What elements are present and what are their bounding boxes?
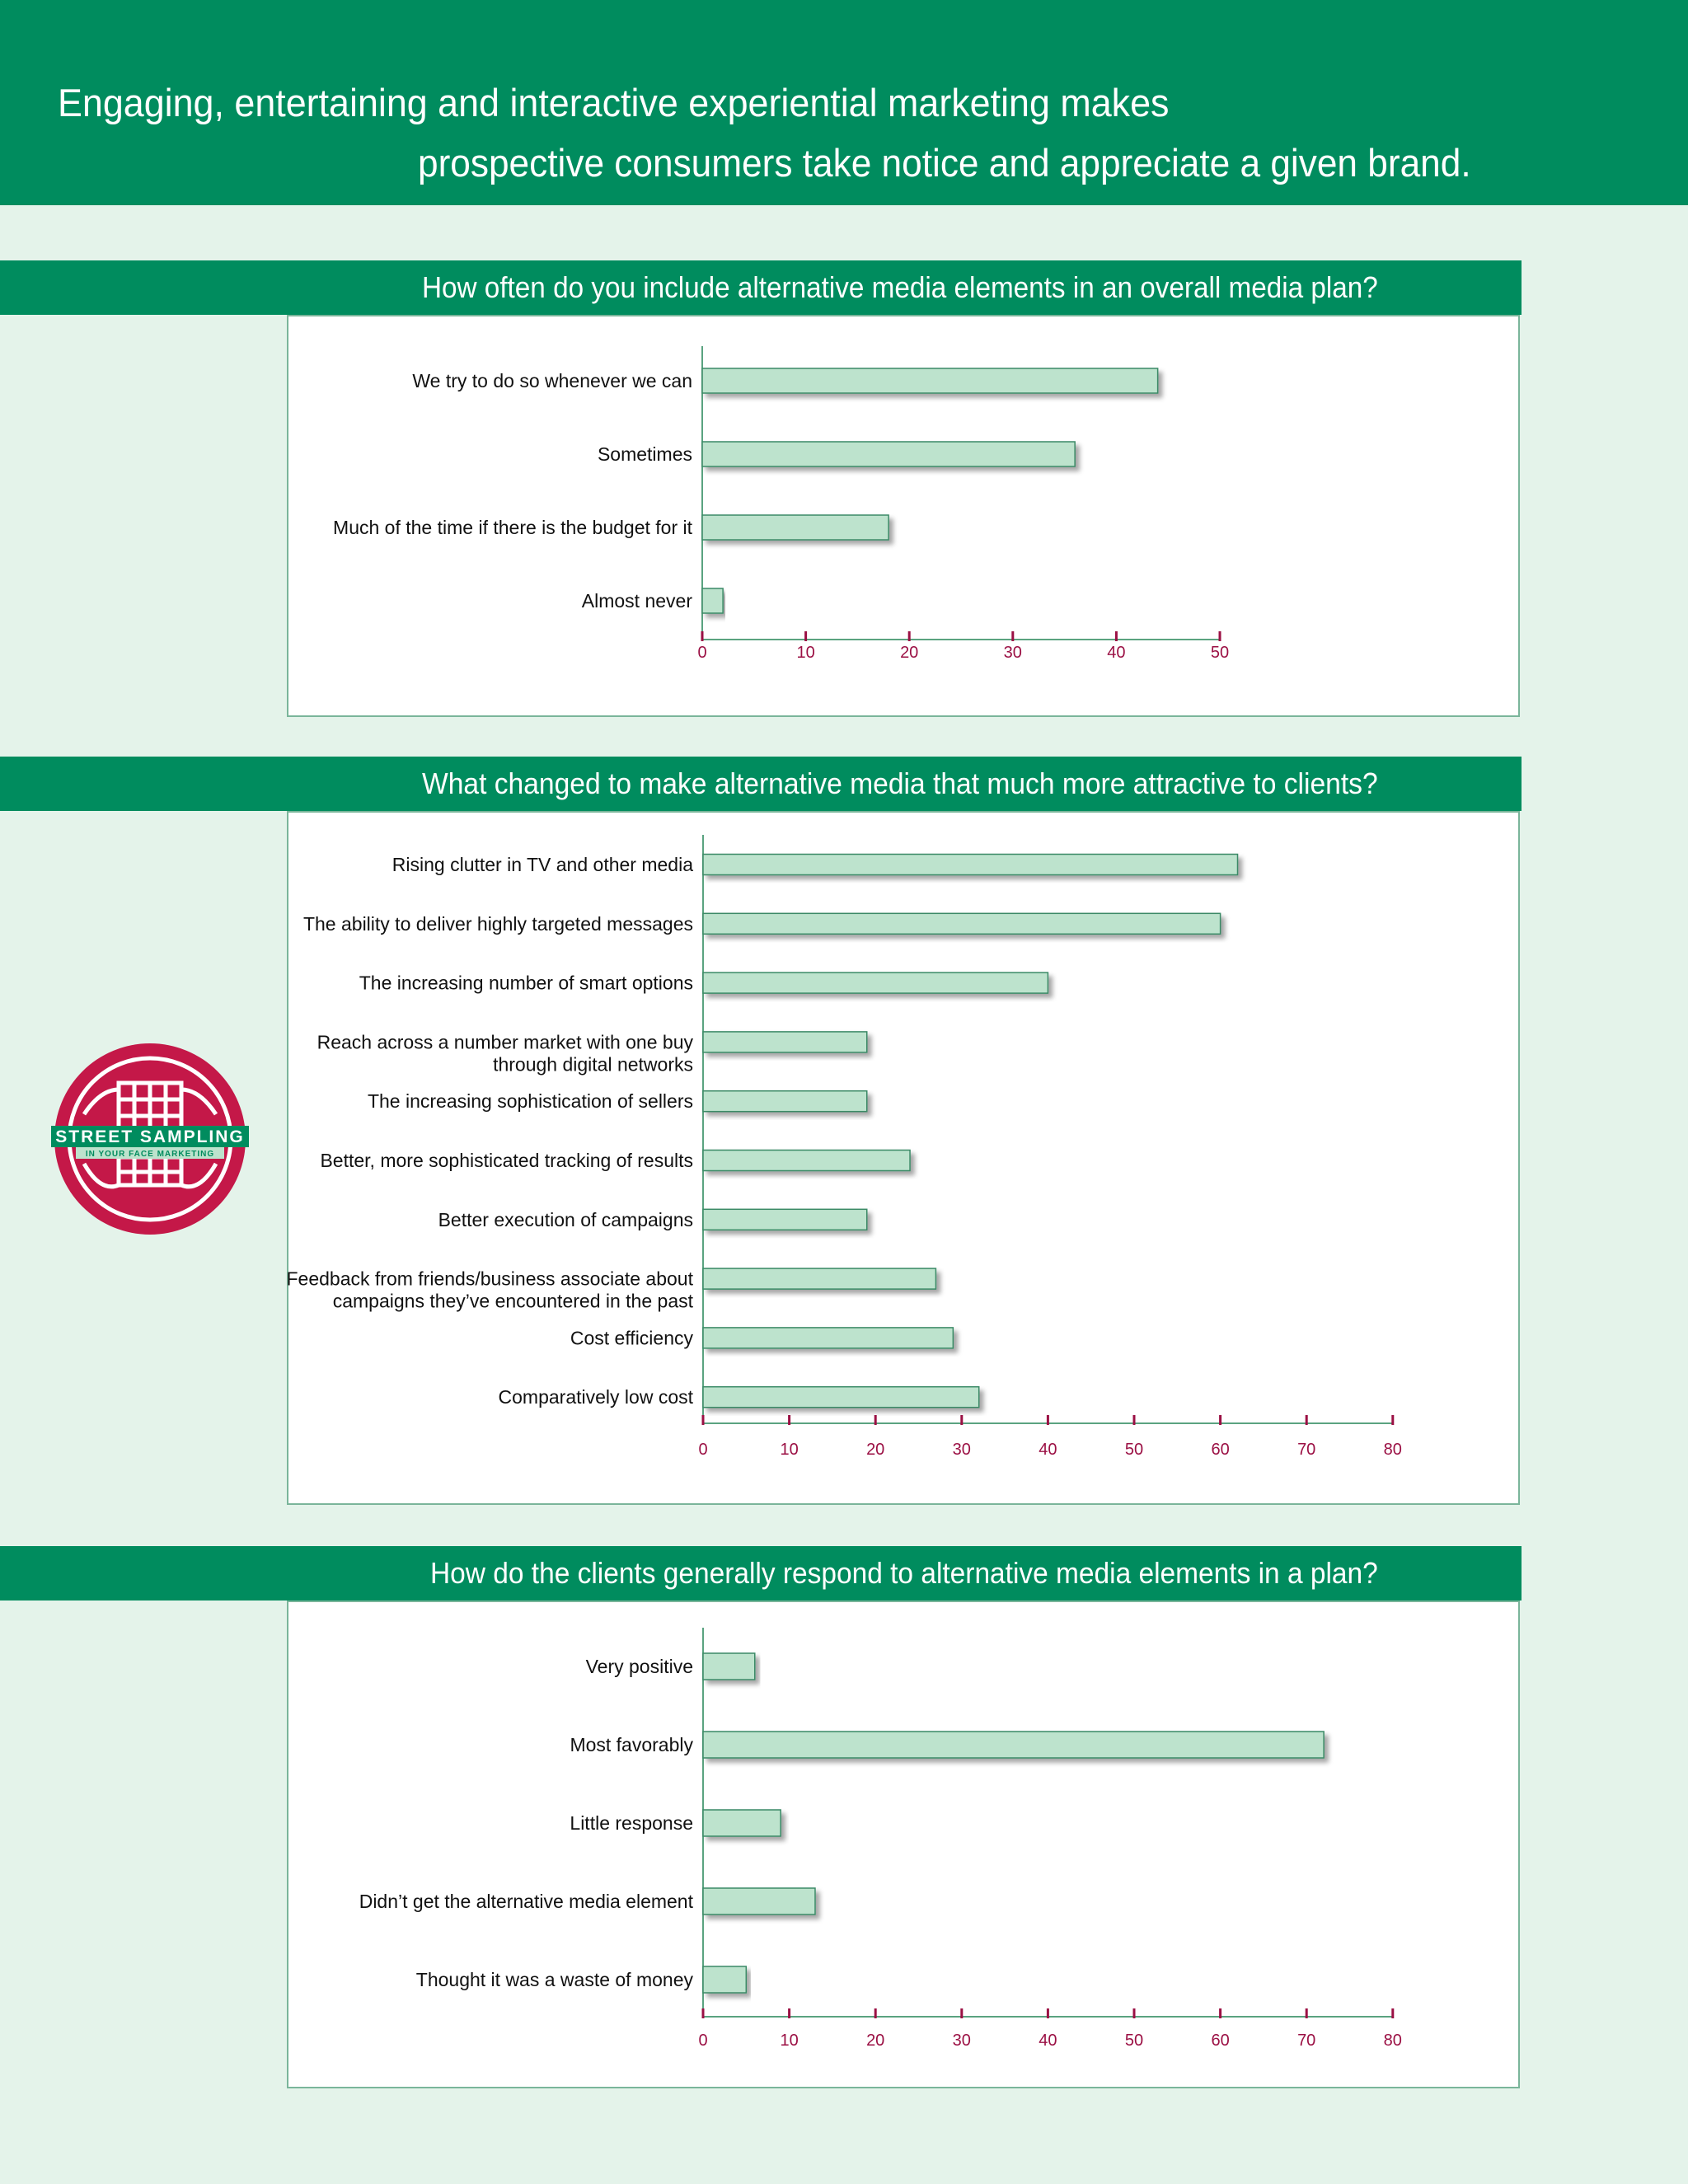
chart-2-title-bar [0, 757, 1522, 811]
header-line-1: Engaging, entertaining and interactive experiential marketing makes [58, 81, 1170, 124]
chart-2-category-label: Cost efficiency [570, 1327, 693, 1349]
chart-3-tick-label: 70 [1297, 2032, 1316, 2050]
chart-1-tick-label: 30 [1003, 644, 1022, 662]
chart-2-category-label: Better, more sophisticated tracking of results [320, 1150, 693, 1171]
chart-3-category-label: Didn’t get the alternative media element [359, 1891, 693, 1912]
chart-2-category-label: The increasing sophistication of sellers [367, 1090, 693, 1113]
chart-1-category-label: We try to do so whenever we can [412, 370, 692, 391]
chart-1-tick-label: 20 [900, 644, 919, 662]
chart-3-tick-label: 20 [866, 2032, 885, 2050]
logo-line2: IN YOUR FACE MARKETING [85, 1150, 215, 1159]
chart-2-tick-label: 30 [952, 1441, 971, 1459]
chart-2-tick-label: 60 [1211, 1441, 1230, 1459]
header-line-2: prospective consumers take notice and appreciate a given brand. [418, 141, 1471, 185]
chart-1-title: How often do you include alternative media elements in an overall media plan? [422, 270, 1378, 304]
chart-2-category-label: Better execution of campaigns [438, 1208, 693, 1230]
chart-3-tick-label: 30 [952, 2032, 971, 2050]
chart-2-tick-label: 80 [1383, 1441, 1402, 1459]
chart-3-tick-label: 40 [1039, 2032, 1057, 2050]
chart-1-category-label: Sometimes [597, 443, 692, 465]
chart-2-category-label: The increasing number of smart options [359, 972, 693, 994]
chart-2-category-label: Feedback from friends/business associate about [286, 1268, 693, 1290]
chart-2-tick-label: 50 [1124, 1441, 1144, 1459]
chart-3-title: How do the clients generally respond to alternative media elements in a plan? [430, 1556, 1378, 1590]
chart-2-tick-label: 70 [1297, 1441, 1316, 1459]
chart-3-tick-label: 80 [1383, 2032, 1402, 2050]
chart-3-category-label: Most favorably [570, 1734, 693, 1755]
chart-3-category-label: Very positive [585, 1656, 693, 1677]
chart-2-tick-label: 0 [698, 1441, 708, 1459]
chart-3-category-label: Little response [570, 1812, 693, 1834]
chart-2-title: What changed to make alternative media that much more attractive to clients? [422, 766, 1378, 800]
chart-1-tick-label: 0 [697, 644, 707, 662]
chart-2-tick-label: 10 [780, 1441, 799, 1459]
chart-2-category-label: Comparatively low cost [498, 1386, 693, 1408]
chart-1-tick-label: 40 [1107, 644, 1126, 662]
chart-3-title-bar [0, 1546, 1522, 1601]
chart-1-tick-label: 50 [1210, 644, 1230, 662]
chart-1-tick-label: 10 [796, 644, 815, 662]
chart-3-tick-label: 50 [1124, 2032, 1144, 2050]
chart-3-tick-label: 10 [780, 2032, 799, 2050]
chart-1-category-label: Much of the time if there is the budget for it [333, 517, 692, 538]
chart-2-tick-label: 40 [1039, 1441, 1057, 1459]
chart-2-tick-label: 20 [866, 1441, 885, 1459]
chart-2-category-label: through digital networks [493, 1053, 693, 1076]
chart-3-category-label: Thought it was a waste of money [415, 1969, 693, 1990]
street-sampling-logo [51, 1040, 249, 1238]
chart-2-category-label: Rising clutter in TV and other media [392, 854, 693, 875]
chart-3-tick-label: 60 [1211, 2032, 1230, 2050]
chart-2-category-label: Reach across a number market with one buy [316, 1031, 693, 1053]
chart-3-tick-label: 0 [698, 2032, 708, 2050]
chart-2-category-label: campaigns they’ve encountered in the past [332, 1290, 693, 1312]
logo-line1: STREET SAMPLING [55, 1127, 245, 1146]
chart-2-category-label: The ability to deliver highly targeted messages [302, 912, 693, 935]
chart-3-panel [287, 1601, 1520, 2088]
chart-1-category-label: Almost never [581, 590, 692, 612]
chart-2-panel [287, 811, 1520, 1505]
